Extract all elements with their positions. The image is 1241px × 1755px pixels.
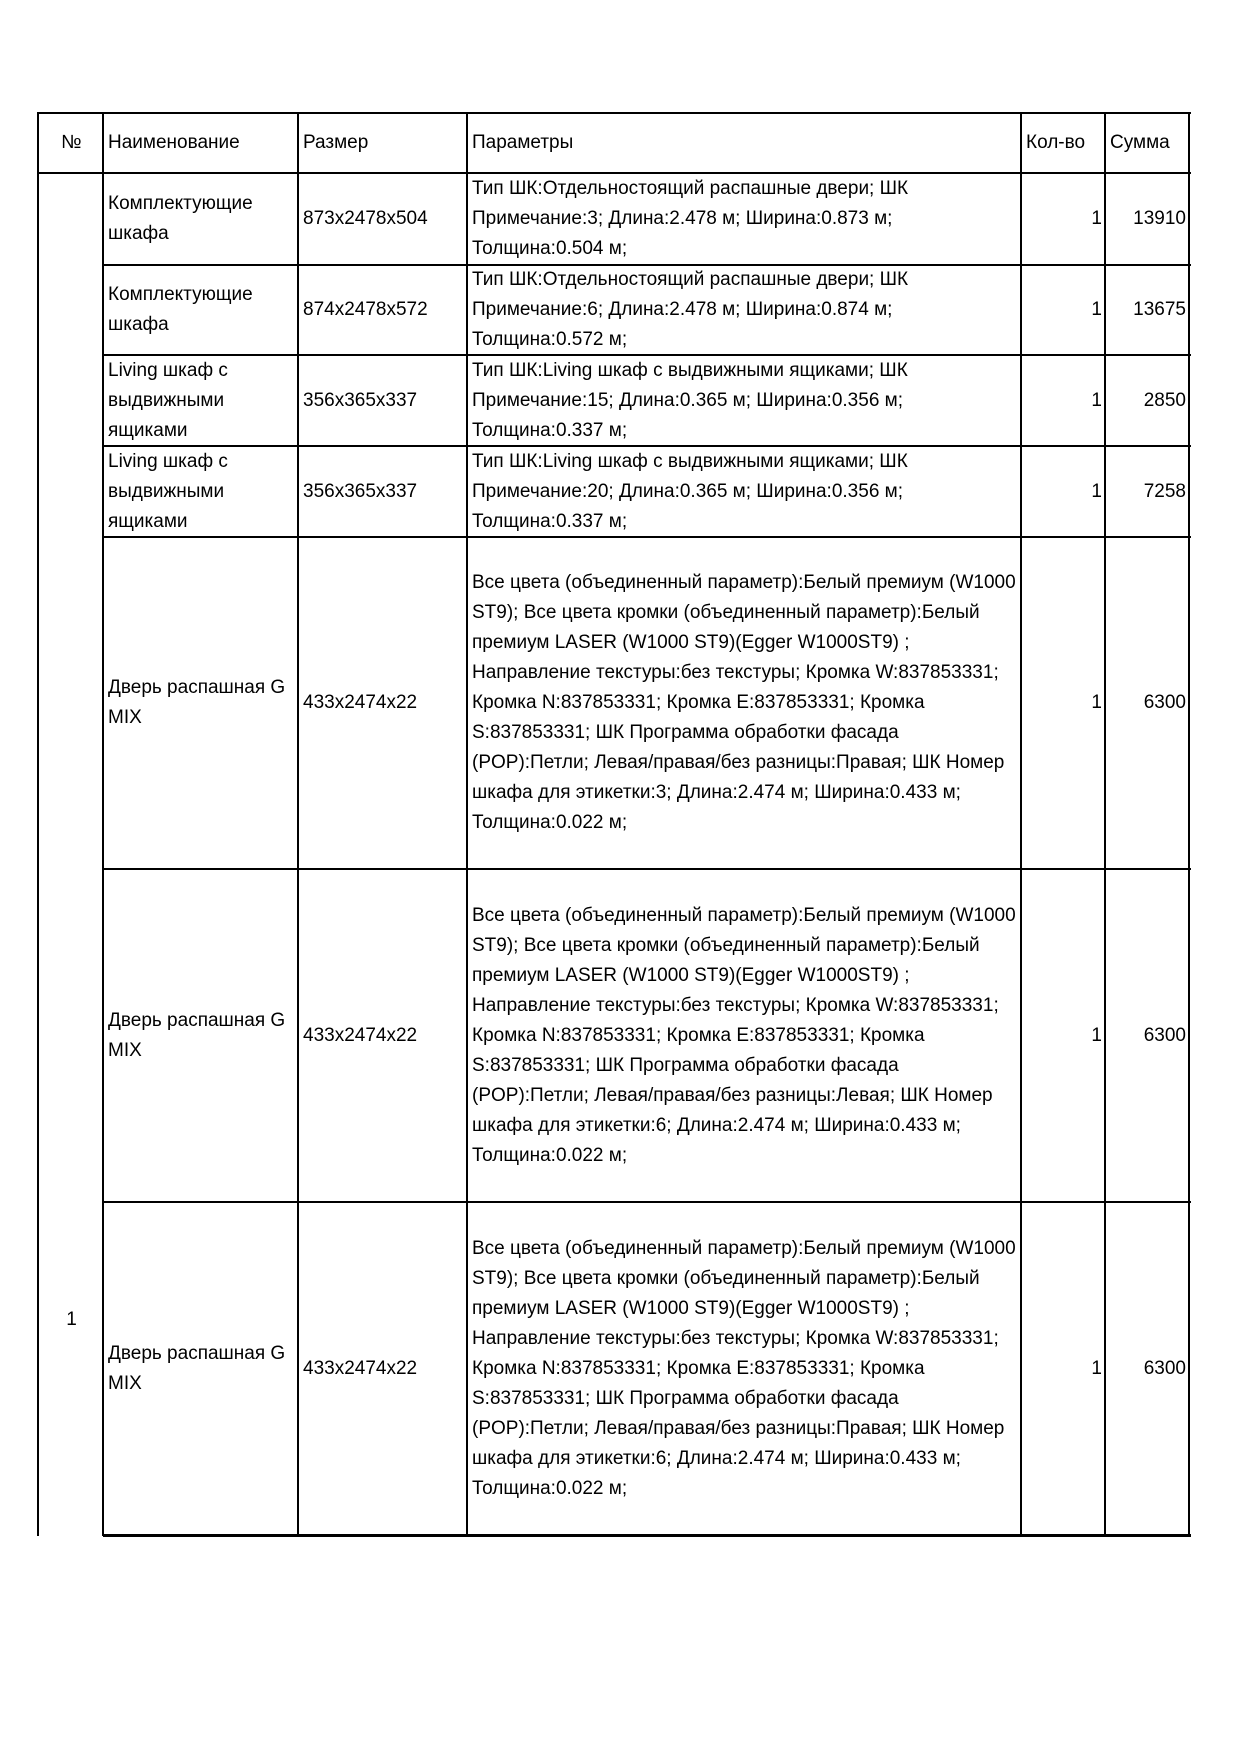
row-sum-cell-text: 6300 (1143, 1357, 1186, 1379)
row-qty-cell (1023, 1202, 1105, 1535)
row-name-cell-text: Дверь распашная G MIX (108, 1342, 286, 1394)
row-sum-cell (1107, 265, 1189, 355)
row-size-cell (300, 265, 467, 355)
table-border-top (38, 112, 1191, 114)
row-divider (103, 445, 1191, 447)
row-name-cell-text: Комплектующие шкафа (108, 193, 253, 244)
row-name-cell-text: Living шкаф с выдвижными ящиками (108, 359, 228, 441)
row-qty-cell (1023, 355, 1105, 446)
header-qty (1023, 113, 1105, 173)
row-params-cell-text: Тип ШК:Отдельностоящий распашные двери; ШК Примечание:3; Длина:2.478 м; Ширина:0.873 м; Толщина:0.504 м; (472, 178, 909, 259)
row-params-cell (469, 869, 1021, 1202)
row-divider (103, 264, 1191, 266)
header-sum-text: Сумма (1110, 132, 1170, 153)
row-divider (103, 1534, 1191, 1537)
row-params-cell (469, 1202, 1021, 1535)
row-qty-cell (1023, 537, 1105, 869)
row-divider (103, 354, 1191, 356)
header-name-text: Наименование (108, 132, 240, 153)
row-sum-cell-text: 6300 (1143, 692, 1186, 713)
row-sum-cell (1107, 173, 1189, 265)
header-name (105, 113, 298, 173)
row-params-cell-text: Тип ШК:Living шкаф с выдвижными ящиками; ШК Примечание:20; Длина:0.365 м; Ширина:0.356 м; Толщина:0.337 м; (472, 450, 908, 532)
header-sum (1107, 113, 1189, 173)
row-name-cell (105, 1202, 298, 1535)
row-divider (103, 536, 1191, 538)
row-size-cell (300, 355, 467, 446)
row-name-cell (105, 537, 298, 869)
row-qty-cell-text: 1 (1091, 208, 1102, 229)
row-params-cell (469, 265, 1021, 355)
row-size-cell (300, 869, 467, 1202)
row-qty-cell-text: 1 (1091, 389, 1102, 411)
row-params-cell (469, 446, 1021, 537)
row-name-cell (105, 869, 298, 1202)
row-qty-cell-text: 1 (1091, 1357, 1102, 1379)
row-size-cell-text: 433x2474x22 (303, 1357, 418, 1379)
row-qty-cell-text: 1 (1091, 1024, 1102, 1046)
column-divider (466, 112, 468, 1536)
row-size-cell-text: 433x2474x22 (303, 1024, 418, 1046)
row-params-cell (469, 537, 1021, 869)
header-params-text: Параметры (472, 132, 574, 153)
row-sum-cell-text: 13910 (1133, 208, 1186, 229)
row-name-cell-text: Дверь распашная G MIX (108, 1009, 286, 1061)
row-sum-cell (1107, 1202, 1189, 1535)
row-size-cell (300, 537, 467, 869)
header-number (40, 113, 103, 173)
column-divider (1020, 112, 1022, 1536)
row-qty-cell (1023, 869, 1105, 1202)
row-name-cell-text: Living шкаф с выдвижными ящиками (108, 450, 228, 532)
row-size-cell (300, 446, 467, 537)
header-params (469, 113, 1021, 173)
row-size-cell (300, 173, 467, 265)
header-size-text: Размер (303, 132, 369, 153)
header-divider (38, 172, 1191, 174)
row-size-cell-text: 356x365x337 (303, 389, 418, 411)
row-name-cell (105, 355, 298, 446)
group-number-cell-text: 1 (66, 1309, 77, 1330)
row-qty-cell-text: 1 (1091, 299, 1102, 320)
row-params-cell-text: Все цвета (объединенный параметр):Белый премиум (W1000 ST9); Все цвета кромки (объединенный параметр):Белый премиум LASER (W1000 ST9)(Egger W1000ST9) ; Направление текстуры:без текстуры; Кромка W:837853331; Кромка N:837853331; Кромка E:837853331; Кромка S:837853331; ШК Программа обработки фасада (POP):Петли; Левая/правая/без разницы:Правая; ШК Номер шкафа для этикетки:6; Длина:2.474 м; Ширина:0.433 м; Толщина:0.022 м; (472, 1237, 1016, 1499)
column-divider (102, 112, 104, 1536)
row-qty-cell (1023, 173, 1105, 265)
row-divider (103, 1201, 1191, 1203)
row-name-cell (105, 173, 298, 265)
row-sum-cell-text: 7258 (1143, 480, 1186, 502)
row-size-cell-text: 356x365x337 (303, 480, 418, 502)
row-sum-cell-text: 6300 (1143, 1024, 1186, 1046)
row-sum-cell (1107, 537, 1189, 869)
row-params-cell-text: Тип ШК:Отдельностоящий распашные двери; ШК Примечание:6; Длина:2.478 м; Ширина:0.874 м; Толщина:0.572 м; (472, 269, 909, 350)
row-params-cell-text: Все цвета (объединенный параметр):Белый премиум (W1000 ST9); Все цвета кромки (объединенный параметр):Белый премиум LASER (W1000 ST9)(Egger W1000ST9) ; Направление текстуры:без текстуры; Кромка W:837853331; Кромка N:837853331; Кромка E:837853331; Кромка S:837853331; ШК Программа обработки фасада (POP):Петли; Левая/правая/без разницы:Правая; ШК Номер шкафа для этикетки:3; Длина:2.474 м; Ширина:0.433 м; Толщина:0.022 м; (472, 572, 1016, 833)
header-size (300, 113, 467, 173)
row-size-cell-text: 433x2474x22 (303, 692, 418, 713)
row-qty-cell-text: 1 (1091, 480, 1102, 502)
row-name-cell (105, 265, 298, 355)
row-sum-cell-text: 2850 (1143, 389, 1186, 411)
column-divider (1104, 112, 1106, 1536)
column-divider (1188, 112, 1190, 1536)
row-params-cell (469, 355, 1021, 446)
row-params-cell (469, 173, 1021, 265)
row-params-cell-text: Тип ШК:Living шкаф с выдвижными ящиками; ШК Примечание:15; Длина:0.365 м; Ширина:0.356 м; Толщина:0.337 м; (472, 359, 908, 441)
row-name-cell-text: Дверь распашная G MIX (108, 677, 286, 728)
row-size-cell-text: 873x2478x504 (303, 208, 428, 229)
row-qty-cell (1023, 265, 1105, 355)
row-sum-cell (1107, 446, 1189, 537)
header-qty-text: Кол-во (1026, 132, 1086, 153)
row-size-cell-text: 874x2478x572 (303, 299, 428, 320)
row-params-cell-text: Все цвета (объединенный параметр):Белый премиум (W1000 ST9); Все цвета кромки (объединенный параметр):Белый премиум LASER (W1000 ST9)(Egger W1000ST9) ; Направление текстуры:без текстуры; Кромка W:837853331; Кромка N:837853331; Кромка E:837853331; Кромка S:837853331; ШК Программа обработки фасада (POP):Петли; Левая/правая/без разницы:Левая; ШК Номер шкафа для этикетки:6; Длина:2.474 м; Ширина:0.433 м; Толщина:0.022 м; (472, 904, 1016, 1166)
row-sum-cell (1107, 355, 1189, 446)
group-number-cell (40, 1295, 103, 1345)
row-qty-cell (1023, 446, 1105, 537)
header-number-text: № (61, 132, 82, 153)
row-divider (103, 868, 1191, 870)
row-qty-cell-text: 1 (1091, 692, 1102, 713)
column-divider (37, 112, 39, 1536)
row-sum-cell (1107, 869, 1189, 1202)
column-divider (297, 112, 299, 1536)
row-name-cell-text: Комплектующие шкафа (108, 284, 253, 335)
row-size-cell (300, 1202, 467, 1535)
row-name-cell (105, 446, 298, 537)
row-sum-cell-text: 13675 (1133, 299, 1186, 320)
